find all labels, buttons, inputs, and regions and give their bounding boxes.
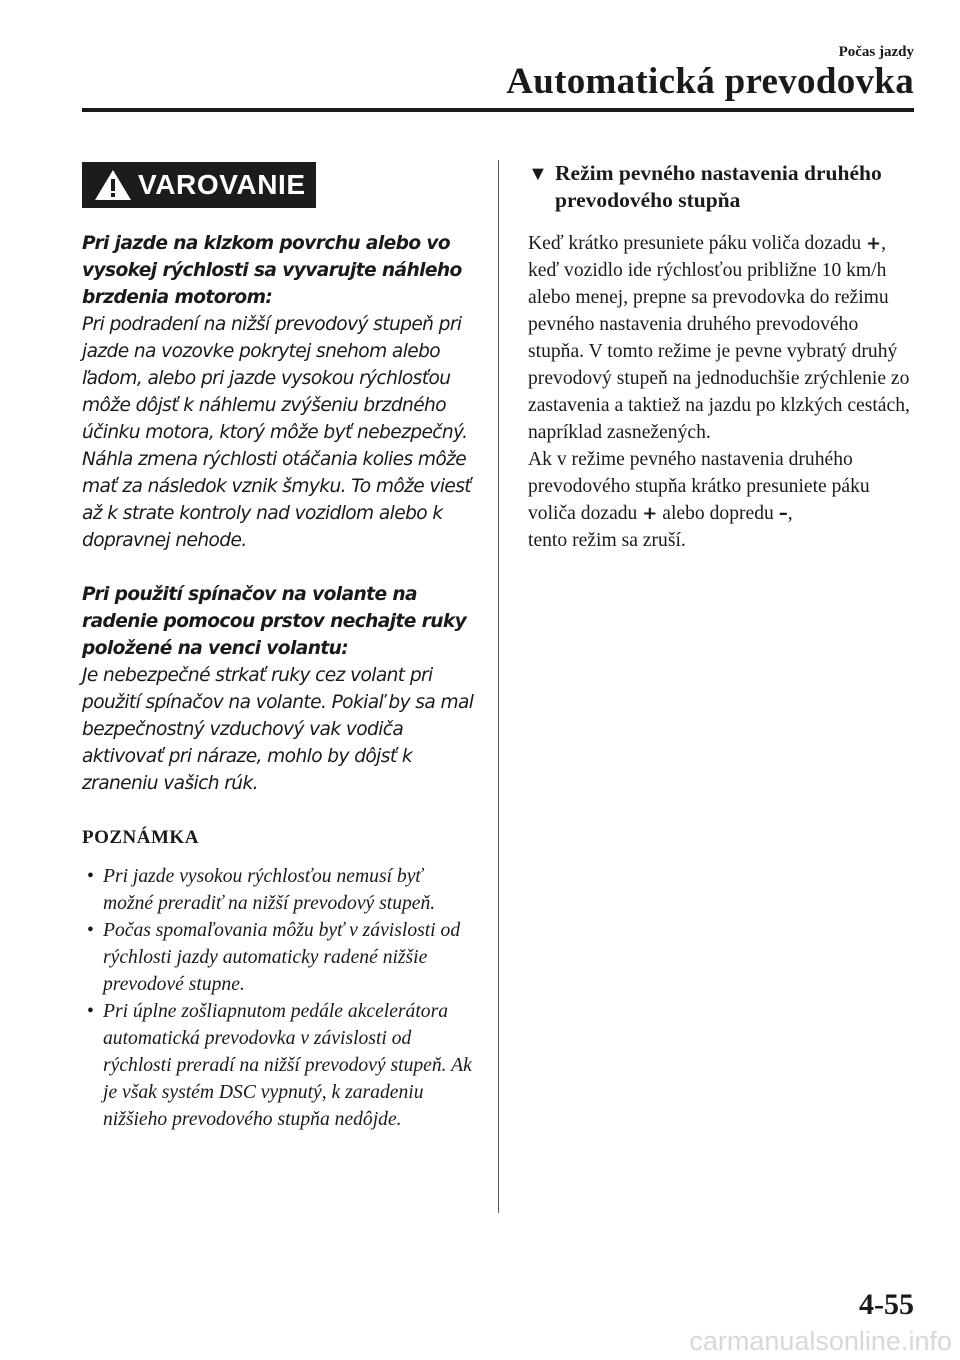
bullet: • (87, 1001, 94, 1022)
page-title: Automatická prevodovka (506, 61, 914, 102)
page-number: 4-55 (859, 1288, 914, 1321)
header-rule (82, 108, 914, 112)
column-divider (498, 160, 499, 1213)
warning-block (82, 230, 474, 554)
paragraph-text: alebo dopredu (662, 503, 774, 524)
note-title: POZNÁMKA (82, 827, 199, 848)
plus-symbol: + (866, 233, 882, 254)
section-heading (528, 160, 918, 214)
minus-symbol: – (778, 503, 788, 524)
warning-body: Je nebezpečné strkať ruky cez volant pri použití spínačov na volante. Pokiaľ by sa mal bezpečnostný vzduchový vak vodiča aktivovať pri náraze, mohlo by dôjsť k zraneniu vašich rúk. (82, 665, 474, 794)
paragraph-text: , keď vozidlo ide rýchlosťou približne 10 km/h alebo menej, prepne sa prevodovka do režimu pevného nastavenia druhého prevodového stupňa. V tomto režime je pevne vybratý druhý prevodový stupeň na jednoduchšie zrýchlenie zo zastavenia a taktiež na jazdu po klzkých cestách, napríklad zasnežených. (528, 233, 910, 443)
section-name: Počas jazdy (838, 44, 914, 60)
note-item-text: Pri úplne zošliapnutom pedále akcelerátora automatická prevodovka v závislosti od rýchlosti preradí na nižší prevodový stupeň. Ak je však systém DSC vypnutý, k zaradeniu nižšieho prevodového stupňa nedôjde. (103, 1001, 472, 1130)
section-paragraph (528, 230, 918, 446)
warning-lead: Pri jazde na klzkom povrchu alebo vo vysokej rýchlosti sa vyvarujte náhleho brzdenia motorom: (82, 233, 462, 308)
left-column (82, 162, 474, 1133)
right-column (528, 160, 918, 554)
warning-banner (82, 162, 316, 208)
note-item (82, 917, 474, 998)
warning-label: VAROVANIE (138, 169, 306, 200)
bullet: • (87, 920, 94, 941)
plus-symbol: + (642, 503, 658, 524)
note-item-text: Pri jazde vysokou rýchlosťou nemusí byť možné preradiť na nižší prevodový stupeň. (103, 866, 436, 914)
warning-body: Pri podradení na nižší prevodový stupeň pri jazde na vozovke pokrytej snehom alebo ľadom, alebo pri jazde vysokou rýchlosťou môže dôjsť k náhlemu zvýšeniu brzdného účinku motora, ktorý môže byť nebezpečný. Náhla zmena rýchlosti otáčania kolies môže mať za následok vznik šmyku. To môže viesť až k strate kontroly nad vozidlom alebo k dopravnej nehode. (82, 314, 472, 551)
note-item (82, 998, 474, 1133)
paragraph-text: Keď krátko presuniete páku voliča dozadu (528, 233, 862, 254)
paragraph-text: , (787, 503, 793, 524)
watermark: carmanualsonline.info (689, 1326, 952, 1356)
bullet: • (87, 866, 94, 887)
section-paragraph (528, 446, 918, 554)
triangle-down-icon: ▼ (528, 163, 548, 185)
warning-block (82, 581, 474, 797)
warning-lead: Pri použití spínačov na volante na radenie pomocou prstov nechajte ruky položené na venci volantu: (82, 584, 467, 659)
note-item-text: Počas spomaľovania môžu byť v závislosti od rýchlosti jazdy automaticky radené nižšie prevodové stupne. (103, 920, 461, 995)
warning-triangle-icon (94, 168, 132, 202)
paragraph-text: tento režim sa zruší. (528, 530, 686, 551)
note-list (82, 863, 474, 1133)
section-heading-text: Režim pevného nastavenia druhého prevodového stupňa (555, 161, 882, 212)
note-item (82, 863, 474, 917)
paragraph-text: Ak v režime pevného nastavenia druhého prevodového stupňa krátko presuniete páku voliča dozadu (528, 449, 870, 524)
